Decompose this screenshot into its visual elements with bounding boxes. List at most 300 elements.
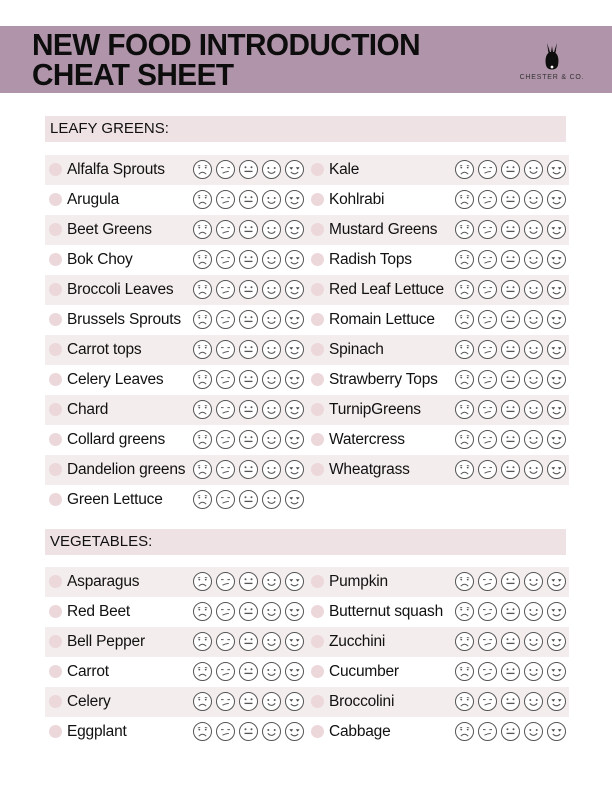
displeased-face-icon[interactable] xyxy=(215,339,236,360)
neutral-face-icon[interactable] xyxy=(238,601,259,622)
food-row-cucumber xyxy=(307,657,569,687)
rating-faces xyxy=(192,249,305,270)
neutral-face-icon[interactable] xyxy=(500,219,521,240)
food-label: Mustard Greens xyxy=(329,221,438,238)
section-header-vegetables: VEGETABLES: xyxy=(45,529,566,555)
neutral-face-icon[interactable] xyxy=(500,571,521,592)
very-sad-face-icon[interactable] xyxy=(454,571,475,592)
food-row-kale xyxy=(307,155,569,185)
checkbox-circle[interactable] xyxy=(49,163,62,176)
food-label: Asparagus xyxy=(67,573,140,590)
love-face-icon[interactable] xyxy=(284,339,305,360)
very-sad-face-icon[interactable] xyxy=(454,429,475,450)
food-label: Zucchini xyxy=(329,633,386,650)
rating-faces xyxy=(192,661,305,682)
happy-face-icon[interactable] xyxy=(261,309,282,330)
neutral-face-icon[interactable] xyxy=(238,721,259,742)
happy-face-icon[interactable] xyxy=(523,369,544,390)
very-sad-face-icon[interactable] xyxy=(454,369,475,390)
rating-faces xyxy=(454,339,567,360)
checkbox-circle[interactable] xyxy=(49,193,62,206)
rating-faces xyxy=(192,399,305,420)
neutral-face-icon[interactable] xyxy=(500,399,521,420)
love-face-icon[interactable] xyxy=(284,571,305,592)
rating-faces xyxy=(192,459,305,480)
checkbox-circle[interactable] xyxy=(311,343,324,356)
food-label: Watercress xyxy=(329,431,405,448)
happy-face-icon[interactable] xyxy=(261,369,282,390)
food-label: Red Leaf Lettuce xyxy=(329,281,444,298)
displeased-face-icon[interactable] xyxy=(477,631,498,652)
displeased-face-icon[interactable] xyxy=(477,429,498,450)
love-face-icon[interactable] xyxy=(546,601,567,622)
displeased-face-icon[interactable] xyxy=(477,189,498,210)
food-label: Romain Lettuce xyxy=(329,311,435,328)
neutral-face-icon[interactable] xyxy=(500,249,521,270)
very-sad-face-icon[interactable] xyxy=(192,459,213,480)
bunny-icon xyxy=(543,42,561,70)
food-label: Kale xyxy=(329,161,360,178)
neutral-face-icon[interactable] xyxy=(238,279,259,300)
very-sad-face-icon[interactable] xyxy=(192,279,213,300)
neutral-face-icon[interactable] xyxy=(238,489,259,510)
neutral-face-icon[interactable] xyxy=(238,661,259,682)
leafy-greens-left-column xyxy=(45,155,307,515)
happy-face-icon[interactable] xyxy=(523,691,544,712)
neutral-face-icon[interactable] xyxy=(500,429,521,450)
displeased-face-icon[interactable] xyxy=(477,339,498,360)
displeased-face-icon[interactable] xyxy=(215,601,236,622)
love-face-icon[interactable] xyxy=(284,399,305,420)
checkbox-circle[interactable] xyxy=(311,193,324,206)
checkbox-circle[interactable] xyxy=(311,253,324,266)
love-face-icon[interactable] xyxy=(284,189,305,210)
checkbox-circle[interactable] xyxy=(49,403,62,416)
rating-faces xyxy=(454,631,567,652)
love-face-icon[interactable] xyxy=(546,459,567,480)
displeased-face-icon[interactable] xyxy=(477,691,498,712)
checkbox-circle[interactable] xyxy=(49,493,62,506)
checkbox-circle[interactable] xyxy=(49,665,62,678)
food-row-radish-tops xyxy=(307,245,569,275)
displeased-face-icon[interactable] xyxy=(477,219,498,240)
neutral-face-icon[interactable] xyxy=(500,159,521,180)
happy-face-icon[interactable] xyxy=(261,721,282,742)
happy-face-icon[interactable] xyxy=(261,219,282,240)
displeased-face-icon[interactable] xyxy=(477,249,498,270)
happy-face-icon[interactable] xyxy=(523,309,544,330)
happy-face-icon[interactable] xyxy=(523,219,544,240)
love-face-icon[interactable] xyxy=(546,721,567,742)
food-label: TurnipGreens xyxy=(329,401,421,418)
happy-face-icon[interactable] xyxy=(523,249,544,270)
displeased-face-icon[interactable] xyxy=(215,279,236,300)
food-label: Bell Pepper xyxy=(67,633,145,650)
rating-faces xyxy=(454,369,567,390)
displeased-face-icon[interactable] xyxy=(215,219,236,240)
food-label: Wheatgrass xyxy=(329,461,410,478)
happy-face-icon[interactable] xyxy=(523,339,544,360)
happy-face-icon[interactable] xyxy=(523,429,544,450)
happy-face-icon[interactable] xyxy=(261,571,282,592)
very-sad-face-icon[interactable] xyxy=(192,399,213,420)
checkbox-circle[interactable] xyxy=(49,223,62,236)
neutral-face-icon[interactable] xyxy=(500,459,521,480)
food-row-arugula xyxy=(45,185,307,215)
displeased-face-icon[interactable] xyxy=(477,159,498,180)
happy-face-icon[interactable] xyxy=(261,159,282,180)
displeased-face-icon[interactable] xyxy=(215,189,236,210)
checkbox-circle[interactable] xyxy=(311,223,324,236)
rating-faces xyxy=(454,429,567,450)
displeased-face-icon[interactable] xyxy=(215,691,236,712)
very-sad-face-icon[interactable] xyxy=(192,249,213,270)
very-sad-face-icon[interactable] xyxy=(192,691,213,712)
very-sad-face-icon[interactable] xyxy=(192,189,213,210)
checkbox-circle[interactable] xyxy=(49,605,62,618)
love-face-icon[interactable] xyxy=(546,369,567,390)
displeased-face-icon[interactable] xyxy=(215,159,236,180)
neutral-face-icon[interactable] xyxy=(500,189,521,210)
checkbox-circle[interactable] xyxy=(311,605,324,618)
neutral-face-icon[interactable] xyxy=(500,279,521,300)
love-face-icon[interactable] xyxy=(546,309,567,330)
food-label: Collard greens xyxy=(67,431,166,448)
very-sad-face-icon[interactable] xyxy=(192,489,213,510)
page-header xyxy=(0,26,612,93)
food-row-wheatgrass xyxy=(307,455,569,485)
happy-face-icon[interactable] xyxy=(261,339,282,360)
food-row-butternut-squash xyxy=(307,597,569,627)
food-row-bok-choy xyxy=(45,245,307,275)
happy-face-icon[interactable] xyxy=(523,631,544,652)
love-face-icon[interactable] xyxy=(546,339,567,360)
food-row-cabbage xyxy=(307,717,569,747)
rating-faces xyxy=(192,631,305,652)
very-sad-face-icon[interactable] xyxy=(454,661,475,682)
rating-faces xyxy=(192,571,305,592)
checkbox-circle[interactable] xyxy=(49,283,62,296)
food-row-romain-lettuce xyxy=(307,305,569,335)
displeased-face-icon[interactable] xyxy=(477,279,498,300)
checkbox-circle[interactable] xyxy=(311,163,324,176)
checkbox-circle[interactable] xyxy=(311,403,324,416)
checkbox-circle[interactable] xyxy=(311,373,324,386)
very-sad-face-icon[interactable] xyxy=(454,399,475,420)
food-label: Broccolini xyxy=(329,693,395,710)
food-row-eggplant xyxy=(45,717,307,747)
neutral-face-icon[interactable] xyxy=(238,429,259,450)
love-face-icon[interactable] xyxy=(284,631,305,652)
neutral-face-icon[interactable] xyxy=(500,631,521,652)
happy-face-icon[interactable] xyxy=(261,429,282,450)
love-face-icon[interactable] xyxy=(546,279,567,300)
very-sad-face-icon[interactable] xyxy=(192,369,213,390)
displeased-face-icon[interactable] xyxy=(215,399,236,420)
food-row-dandelion-greens xyxy=(45,455,307,485)
happy-face-icon[interactable] xyxy=(523,661,544,682)
love-face-icon[interactable] xyxy=(284,691,305,712)
checkbox-circle[interactable] xyxy=(311,725,324,738)
neutral-face-icon[interactable] xyxy=(238,219,259,240)
happy-face-icon[interactable] xyxy=(523,571,544,592)
rating-faces xyxy=(454,661,567,682)
checkbox-circle[interactable] xyxy=(49,463,62,476)
love-face-icon[interactable] xyxy=(284,429,305,450)
rating-faces xyxy=(192,309,305,330)
happy-face-icon[interactable] xyxy=(261,189,282,210)
love-face-icon[interactable] xyxy=(546,571,567,592)
neutral-face-icon[interactable] xyxy=(238,159,259,180)
displeased-face-icon[interactable] xyxy=(215,571,236,592)
very-sad-face-icon[interactable] xyxy=(454,249,475,270)
happy-face-icon[interactable] xyxy=(523,159,544,180)
neutral-face-icon[interactable] xyxy=(500,721,521,742)
happy-face-icon[interactable] xyxy=(523,399,544,420)
checkbox-circle[interactable] xyxy=(49,433,62,446)
very-sad-face-icon[interactable] xyxy=(192,601,213,622)
food-label: Kohlrabi xyxy=(329,191,385,208)
happy-face-icon[interactable] xyxy=(523,279,544,300)
rating-faces xyxy=(454,691,567,712)
love-face-icon[interactable] xyxy=(284,661,305,682)
food-row-carrot xyxy=(45,657,307,687)
checkbox-circle[interactable] xyxy=(311,283,324,296)
rating-faces xyxy=(192,601,305,622)
displeased-face-icon[interactable] xyxy=(477,661,498,682)
checkbox-circle[interactable] xyxy=(49,343,62,356)
very-sad-face-icon[interactable] xyxy=(454,279,475,300)
food-row-watercress xyxy=(307,425,569,455)
checkbox-circle[interactable] xyxy=(311,575,324,588)
very-sad-face-icon[interactable] xyxy=(454,721,475,742)
love-face-icon[interactable] xyxy=(546,189,567,210)
neutral-face-icon[interactable] xyxy=(500,369,521,390)
checkbox-circle[interactable] xyxy=(49,695,62,708)
food-label: Red Beet xyxy=(67,603,131,620)
happy-face-icon[interactable] xyxy=(261,459,282,480)
title-line-2: CHEAT SHEET xyxy=(32,57,234,92)
rating-faces xyxy=(192,721,305,742)
checkbox-circle[interactable] xyxy=(49,313,62,326)
love-face-icon[interactable] xyxy=(284,309,305,330)
happy-face-icon[interactable] xyxy=(261,489,282,510)
neutral-face-icon[interactable] xyxy=(238,571,259,592)
happy-face-icon[interactable] xyxy=(261,249,282,270)
displeased-face-icon[interactable] xyxy=(215,369,236,390)
love-face-icon[interactable] xyxy=(546,429,567,450)
food-row-broccoli-leaves xyxy=(45,275,307,305)
very-sad-face-icon[interactable] xyxy=(192,159,213,180)
love-face-icon[interactable] xyxy=(546,219,567,240)
love-face-icon[interactable] xyxy=(546,159,567,180)
food-label: Green Lettuce xyxy=(67,491,163,508)
checkbox-circle[interactable] xyxy=(311,665,324,678)
food-label: Broccoli Leaves xyxy=(67,281,174,298)
displeased-face-icon[interactable] xyxy=(215,309,236,330)
food-label: Pumpkin xyxy=(329,573,388,590)
displeased-face-icon[interactable] xyxy=(215,631,236,652)
happy-face-icon[interactable] xyxy=(523,459,544,480)
very-sad-face-icon[interactable] xyxy=(192,339,213,360)
brand-logo xyxy=(512,42,592,81)
page-title xyxy=(32,27,420,92)
love-face-icon[interactable] xyxy=(284,279,305,300)
love-face-icon[interactable] xyxy=(546,399,567,420)
food-row-brussels-sprouts xyxy=(45,305,307,335)
checkbox-circle[interactable] xyxy=(311,433,324,446)
neutral-face-icon[interactable] xyxy=(238,309,259,330)
food-label: Cucumber xyxy=(329,663,399,680)
love-face-icon[interactable] xyxy=(546,691,567,712)
very-sad-face-icon[interactable] xyxy=(192,429,213,450)
happy-face-icon[interactable] xyxy=(261,601,282,622)
checkbox-circle[interactable] xyxy=(311,313,324,326)
neutral-face-icon[interactable] xyxy=(500,691,521,712)
very-sad-face-icon[interactable] xyxy=(454,631,475,652)
very-sad-face-icon[interactable] xyxy=(454,159,475,180)
displeased-face-icon[interactable] xyxy=(215,429,236,450)
checkbox-circle[interactable] xyxy=(311,635,324,648)
love-face-icon[interactable] xyxy=(284,249,305,270)
love-face-icon[interactable] xyxy=(284,601,305,622)
happy-face-icon[interactable] xyxy=(261,661,282,682)
love-face-icon[interactable] xyxy=(546,631,567,652)
food-label: Brussels Sprouts xyxy=(67,311,181,328)
displeased-face-icon[interactable] xyxy=(477,399,498,420)
vegetables-right-column xyxy=(307,567,569,747)
very-sad-face-icon[interactable] xyxy=(454,601,475,622)
neutral-face-icon[interactable] xyxy=(238,249,259,270)
very-sad-face-icon[interactable] xyxy=(454,339,475,360)
rating-faces xyxy=(454,459,567,480)
food-label: Radish Tops xyxy=(329,251,412,268)
displeased-face-icon[interactable] xyxy=(477,309,498,330)
displeased-face-icon[interactable] xyxy=(215,249,236,270)
displeased-face-icon[interactable] xyxy=(215,459,236,480)
very-sad-face-icon[interactable] xyxy=(192,661,213,682)
happy-face-icon[interactable] xyxy=(523,721,544,742)
neutral-face-icon[interactable] xyxy=(500,309,521,330)
love-face-icon[interactable] xyxy=(284,721,305,742)
checkbox-circle[interactable] xyxy=(49,575,62,588)
food-label: Chard xyxy=(67,401,109,418)
rating-faces xyxy=(454,189,567,210)
happy-face-icon[interactable] xyxy=(523,189,544,210)
food-row-beet-greens xyxy=(45,215,307,245)
food-label: Celery xyxy=(67,693,111,710)
checkbox-circle[interactable] xyxy=(311,695,324,708)
neutral-face-icon[interactable] xyxy=(238,691,259,712)
displeased-face-icon[interactable] xyxy=(477,459,498,480)
vegetables-left-column xyxy=(45,567,307,747)
food-label: Bok Choy xyxy=(67,251,133,268)
rating-faces xyxy=(454,721,567,742)
neutral-face-icon[interactable] xyxy=(500,661,521,682)
rating-faces xyxy=(192,159,305,180)
love-face-icon[interactable] xyxy=(284,489,305,510)
happy-face-icon[interactable] xyxy=(523,601,544,622)
displeased-face-icon[interactable] xyxy=(477,369,498,390)
title-line-1: NEW FOOD INTRODUCTION xyxy=(32,27,420,62)
neutral-face-icon[interactable] xyxy=(238,459,259,480)
neutral-face-icon[interactable] xyxy=(238,399,259,420)
food-row-asparagus xyxy=(45,567,307,597)
checkbox-circle[interactable] xyxy=(311,463,324,476)
very-sad-face-icon[interactable] xyxy=(454,459,475,480)
displeased-face-icon[interactable] xyxy=(215,489,236,510)
displeased-face-icon[interactable] xyxy=(477,721,498,742)
neutral-face-icon[interactable] xyxy=(500,339,521,360)
rating-faces xyxy=(192,489,305,510)
happy-face-icon[interactable] xyxy=(261,279,282,300)
rating-faces xyxy=(454,601,567,622)
love-face-icon[interactable] xyxy=(284,459,305,480)
food-row-green-lettuce xyxy=(45,485,307,515)
very-sad-face-icon[interactable] xyxy=(454,309,475,330)
neutral-face-icon[interactable] xyxy=(238,369,259,390)
food-row-kohlrabi xyxy=(307,185,569,215)
checkbox-circle[interactable] xyxy=(49,373,62,386)
food-row-turnipgreens xyxy=(307,395,569,425)
rating-faces xyxy=(454,159,567,180)
food-label: Carrot tops xyxy=(67,341,142,358)
happy-face-icon[interactable] xyxy=(261,399,282,420)
rating-faces xyxy=(192,369,305,390)
very-sad-face-icon[interactable] xyxy=(192,631,213,652)
neutral-face-icon[interactable] xyxy=(238,339,259,360)
food-label: Carrot xyxy=(67,663,109,680)
love-face-icon[interactable] xyxy=(284,159,305,180)
food-row-zucchini xyxy=(307,627,569,657)
very-sad-face-icon[interactable] xyxy=(454,189,475,210)
displeased-face-icon[interactable] xyxy=(477,601,498,622)
neutral-face-icon[interactable] xyxy=(500,601,521,622)
food-row-spinach xyxy=(307,335,569,365)
happy-face-icon[interactable] xyxy=(261,631,282,652)
rating-faces xyxy=(454,279,567,300)
happy-face-icon[interactable] xyxy=(261,691,282,712)
rating-faces xyxy=(192,189,305,210)
love-face-icon[interactable] xyxy=(546,249,567,270)
food-row-collard-greens xyxy=(45,425,307,455)
checkbox-circle[interactable] xyxy=(49,635,62,648)
very-sad-face-icon[interactable] xyxy=(454,219,475,240)
checkbox-circle[interactable] xyxy=(49,253,62,266)
checkbox-circle[interactable] xyxy=(49,725,62,738)
love-face-icon[interactable] xyxy=(546,661,567,682)
very-sad-face-icon[interactable] xyxy=(192,309,213,330)
rating-faces xyxy=(454,309,567,330)
displeased-face-icon[interactable] xyxy=(215,661,236,682)
food-row-red-leaf-lettuce xyxy=(307,275,569,305)
food-label: Butternut squash xyxy=(329,603,443,620)
displeased-face-icon[interactable] xyxy=(477,571,498,592)
very-sad-face-icon[interactable] xyxy=(192,721,213,742)
very-sad-face-icon[interactable] xyxy=(192,571,213,592)
food-row-mustard-greens xyxy=(307,215,569,245)
food-row-carrot-tops xyxy=(45,335,307,365)
very-sad-face-icon[interactable] xyxy=(454,691,475,712)
section-header-leafy-greens: LEAFY GREENS: xyxy=(45,116,566,142)
displeased-face-icon[interactable] xyxy=(215,721,236,742)
very-sad-face-icon[interactable] xyxy=(192,219,213,240)
neutral-face-icon[interactable] xyxy=(238,631,259,652)
food-label: Cabbage xyxy=(329,723,391,740)
love-face-icon[interactable] xyxy=(284,219,305,240)
neutral-face-icon[interactable] xyxy=(238,189,259,210)
love-face-icon[interactable] xyxy=(284,369,305,390)
